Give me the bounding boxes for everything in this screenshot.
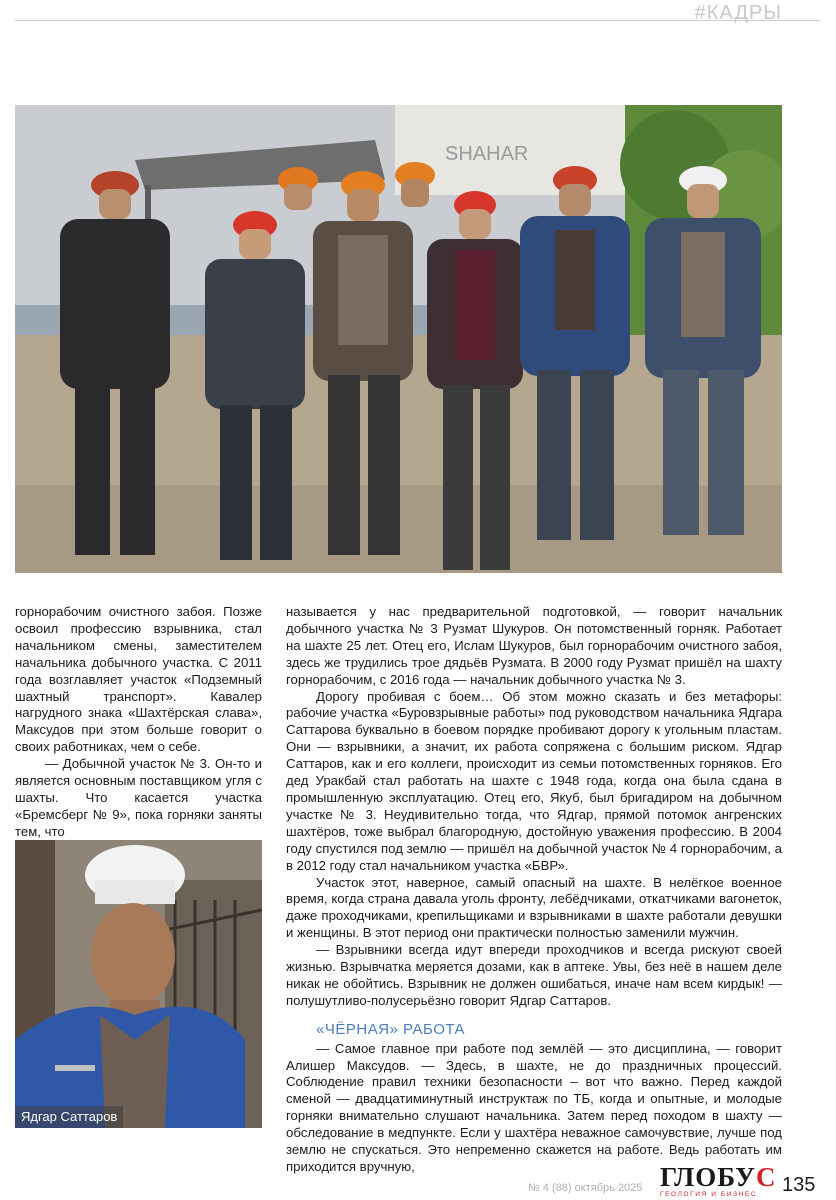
magazine-logo bbox=[660, 1162, 777, 1198]
logo-wordmark-accent: С bbox=[755, 1162, 777, 1192]
logo-wordmark bbox=[660, 1162, 777, 1192]
right-paragraph-3: Участок этот, наверное, самый опасный на шахте. В нелёгкое военное время, когда страна давала уголь фронту, лебёдчиками, откатчиками вагонеток, даже проходчиками, крепильщиками и взрывниками в шахте работали девушки и женщины. В этот период они практически полностью заменили мужчин. bbox=[286, 874, 782, 941]
portrait-photo bbox=[15, 840, 262, 1128]
section-tag: #КАДРЫ bbox=[694, 2, 782, 24]
right-column bbox=[286, 604, 782, 1176]
left-paragraph-2: — Добычной участок № 3. Он-то и является основным поставщиком угля с шахты. Что касается участка «Бремсберг № 9», пока горняки заняты тем, что bbox=[15, 756, 262, 839]
right-paragraph-4: — Взрывники всегда идут впереди проходчиков и всегда рискуют своей жизнью. Взрывчатка меряется дозами, как в аптеке. Увы, без неё в нашем деле никак не обойтись. Взрывник не должен ошибаться, иначе нам всем кирдык! — полушутливо-полусерьёзно говорит Ядгар Саттаров. bbox=[286, 942, 782, 1008]
issue-info: № 4 (88) октябрь 2025 bbox=[528, 1182, 643, 1194]
left-paragraph-1: горнорабочим очистного забоя. Позже освоил профессию взрывника, стал начальником смены, заместителем начальника добычного участка. С 2011 года возглавляет участок «Подземный шахтный транспорт». Кавалер нагрудного знака «Шахтёрская слава», Максудов при этом больше говорит о своих работниках, чем о себе. bbox=[15, 604, 262, 755]
miners-group-photo bbox=[15, 105, 782, 573]
left-column bbox=[15, 604, 262, 841]
logo-tagline: ГЕОЛОГИЯ И БИЗНЕС bbox=[660, 1191, 758, 1198]
portrait-caption: Ядгар Саттаров bbox=[15, 1106, 123, 1128]
page-number: 135 bbox=[782, 1174, 816, 1196]
right-paragraph-2: Дорогу пробивая с боем… Об этом можно сказать и без метафоры: рабочие участка «Буровзрывные работы» под руководством начальника Ядгара Саттарова буквально в боевом порядке пробивают дорогу к угольным пластам. Они — взрывники, а значит, их работа сопряжена с большим риском. Ядгар Саттаров, как и его коллеги, происходит из семьи потомственных горняков. Его дед Уракбай стал работать на шахте с 1948 года, когда она была сдана в промышленную эксплуатацию. Отец его, Якуб, был бригадиром на добычном участке № 3. Неудивительно тогда, что Ядгар, прямой потомок ангренских шахтёров, тоже выбрал благородную, достойную уважения профессию. В 2004 году спустился под землю — пришёл на добычной участок № 4 горнорабочим, а в 2012 году стал начальником участка «БВР». bbox=[286, 688, 782, 873]
building-sign-text: SHAHAR bbox=[445, 143, 529, 165]
logo-wordmark-part: ГЛОБУ bbox=[660, 1162, 756, 1192]
right-paragraph-1: называется у нас предварительной подготовкой, — говорит начальник добычного участка № 3 Рузмат Шукуров. Он потомственный горняк. Работает на шахте 25 лет. Отец его, Ислам Шукуров, был горнорабочим очистного забоя, здесь же трудились трое дядьёв Рузмата. В 2000 году Рузмат пришёл на шахту горнорабочим, с 2016 года — начальник добычного участка № 3. bbox=[286, 604, 782, 687]
right-paragraph-5: — Самое главное при работе под землёй — это дисциплина, — говорит Алишер Максудов. — Здесь, в шахте, не до праздничных процессий. Соблюдение правил техники безопасности – вот что важно. Перед каждой сменой — двадцатиминутный инструктаж по ТБ, когда и опытные, и молодые горняки внимательно слушают начальника. Затем перед походом в шахту — обследование в медпункте. Если у шахтёра неважное самочувствие, лучше под землю не спускаться. Это непременно скажется на работе. Ведь работать им приходится вручную, bbox=[286, 1040, 782, 1174]
section-subheading: «ЧЁРНАЯ» РАБОТА bbox=[316, 1020, 466, 1038]
